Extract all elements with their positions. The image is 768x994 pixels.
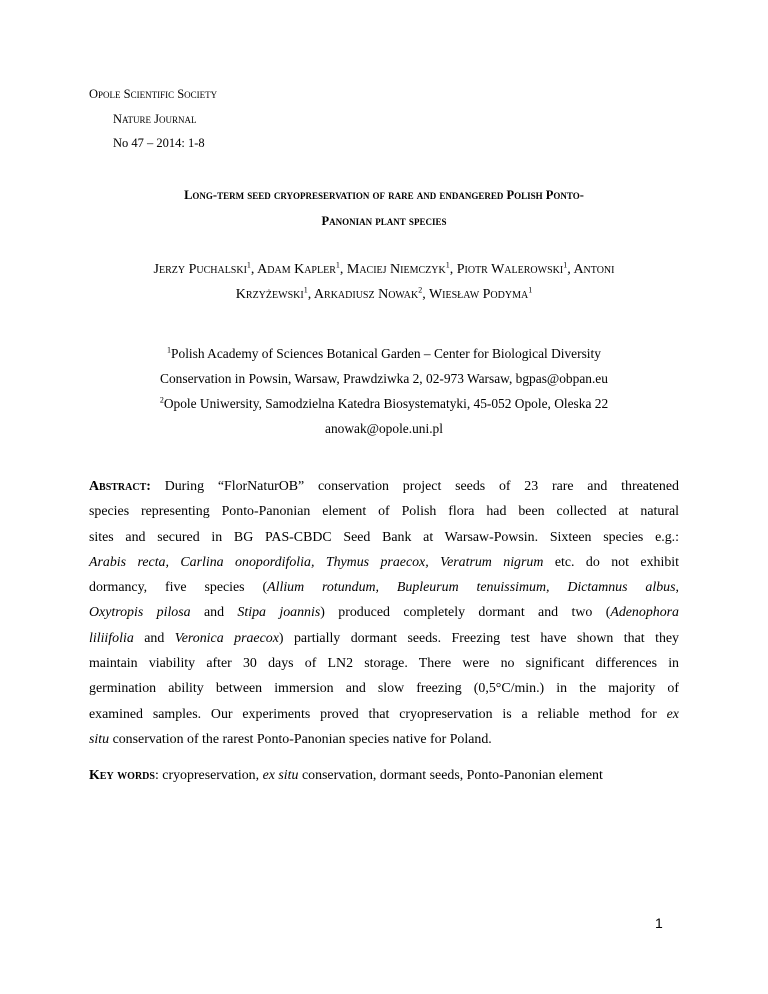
author-affiliation-marker: 1: [563, 260, 568, 270]
authors-line2: Krzyżewski$^1$, Arkadiusz Nowak$^2$, Wiesław Podyma$^1$: [235, 285, 533, 302]
species-names: Veronica praecox: [174, 630, 279, 646]
species-names: liliifolia: [89, 630, 134, 646]
page-number: 1: [655, 915, 663, 931]
author-affiliation-marker: 1: [445, 260, 450, 270]
author-affiliation-marker: 1: [303, 285, 308, 295]
journal-header: [89, 82, 217, 156]
abstract-line: maintain viability after 30 days of LN2 storage. There were no significant differences in: [89, 656, 679, 672]
author-name: Wiesław Podyma: [428, 287, 529, 302]
species-names: Oxytropis pilosa: [89, 605, 191, 621]
author-name: Maciej Niemczyk: [346, 262, 446, 277]
italic-term: ex: [666, 706, 679, 722]
author-first-name-fragment: Antoni: [573, 262, 615, 277]
abstract-text: conservation of the rarest Ponto-Panonian species native for Poland.: [112, 731, 492, 747]
affiliation-number: 1: [167, 345, 172, 355]
paper-title-line2: Panonian plant species: [321, 214, 447, 228]
authors-line1: Jerzy Puchalski$^1$, Adam Kapler$^1$, Maciej Niemczyk$^1$, Piotr Walerowski$^1$, Antoni: [153, 260, 615, 277]
affiliation-text: Polish Academy of Sciences Botanical Garden – Center for Biological Diversity: [171, 346, 601, 361]
abstract-line: [89, 474, 679, 499]
abstract-line: [89, 727, 679, 752]
species-names: Stipa joannis: [237, 605, 321, 621]
author-name: Adam Kapler: [257, 262, 336, 277]
italic-term: ex situ: [262, 768, 299, 783]
species-names: Arabis recta, Carlina onopordifolia, Thymus praecox, Veratrum nigrum: [89, 554, 544, 570]
journal-name: Nature Journal: [113, 111, 197, 126]
italic-term: situ: [89, 731, 110, 747]
abstract-line: germination ability between immersion and slow freezing (0,5°C/min.) in the majority of: [89, 681, 679, 697]
abstract-text: and: [203, 605, 225, 621]
author-name: Piotr Walerowski: [456, 262, 564, 277]
issue-info: No 47 – 2014: 1-8: [113, 136, 205, 151]
abstract-line: sites and secured in BG PAS-CBDC Seed Bank at Warsaw-Powsin. Sixteen species e.g.:: [89, 529, 679, 545]
abstract-line: species representing Ponto-Panonian element of Polish flora had been collected at natural: [89, 504, 679, 520]
abstract: [89, 474, 679, 752]
affiliation-number: 2: [159, 395, 164, 405]
abstract-text: etc. do not exhibit: [554, 554, 679, 570]
affiliation-1-line2: Conservation in Powsin, Warsaw, Prawdziwka 2, 02-973 Warsaw, bgpas@obpan.eu: [160, 371, 608, 386]
author-last-name-fragment: Krzyżewski: [235, 287, 304, 302]
abstract-line: [89, 600, 679, 625]
abstract-text: dormancy, five species (: [89, 580, 268, 596]
species-names: Adenophora: [610, 605, 680, 621]
abstract-label: Abstract:: [89, 479, 151, 494]
author-name: Arkadiusz Nowak: [313, 287, 419, 302]
species-names: Allium rotundum, Bupleurum tenuissimum, Dictamnus albus: [267, 580, 676, 596]
abstract-text: During “FlorNaturOB” conservation project seeds of 23 rare and threatened: [164, 479, 679, 494]
abstract-text: ) partially dormant seeds. Freezing test have shown that they: [278, 630, 680, 646]
author-affiliation-marker: 1: [246, 260, 251, 270]
keywords-label: Key words: [89, 768, 155, 783]
society-name: Opole Scientific Society: [89, 87, 218, 101]
keywords-colon: :: [154, 768, 159, 783]
abstract-line: [89, 702, 679, 727]
paper-title-line1: Long-term seed cryopreservation of rare and endangered Polish Ponto-: [184, 188, 584, 202]
abstract-text: ,: [675, 580, 679, 596]
author-affiliation-marker: 1: [335, 260, 340, 270]
affiliation-1-line1: [0, 346, 768, 362]
keywords: [89, 763, 679, 788]
affiliation-text: Opole Uniwersity, Samodzielna Katedra Biosystematyki, 45-052 Opole, Oleska 22: [163, 396, 609, 411]
affiliation-2-line2: anowak@opole.uni.pl: [325, 421, 443, 436]
abstract-line: [89, 575, 679, 600]
abstract-text: ) produced completely dormant and two (: [320, 605, 611, 621]
author-affiliation-marker: 1: [528, 285, 533, 295]
keywords-line: [89, 763, 679, 788]
abstract-line: [89, 626, 679, 651]
keyword-text: conservation, dormant seeds, Ponto-Panonian element: [301, 768, 603, 783]
affiliation-2-line1: [0, 396, 768, 412]
abstract-text: examined samples. Our experiments proved that cryopreservation is a reliable method for: [89, 706, 657, 722]
author-name: Jerzy Puchalski: [153, 262, 247, 277]
abstract-line: [89, 550, 679, 575]
keyword-text: cryopreservation,: [162, 768, 260, 783]
author-affiliation-marker: 2: [418, 285, 423, 295]
abstract-text: and: [144, 630, 165, 646]
